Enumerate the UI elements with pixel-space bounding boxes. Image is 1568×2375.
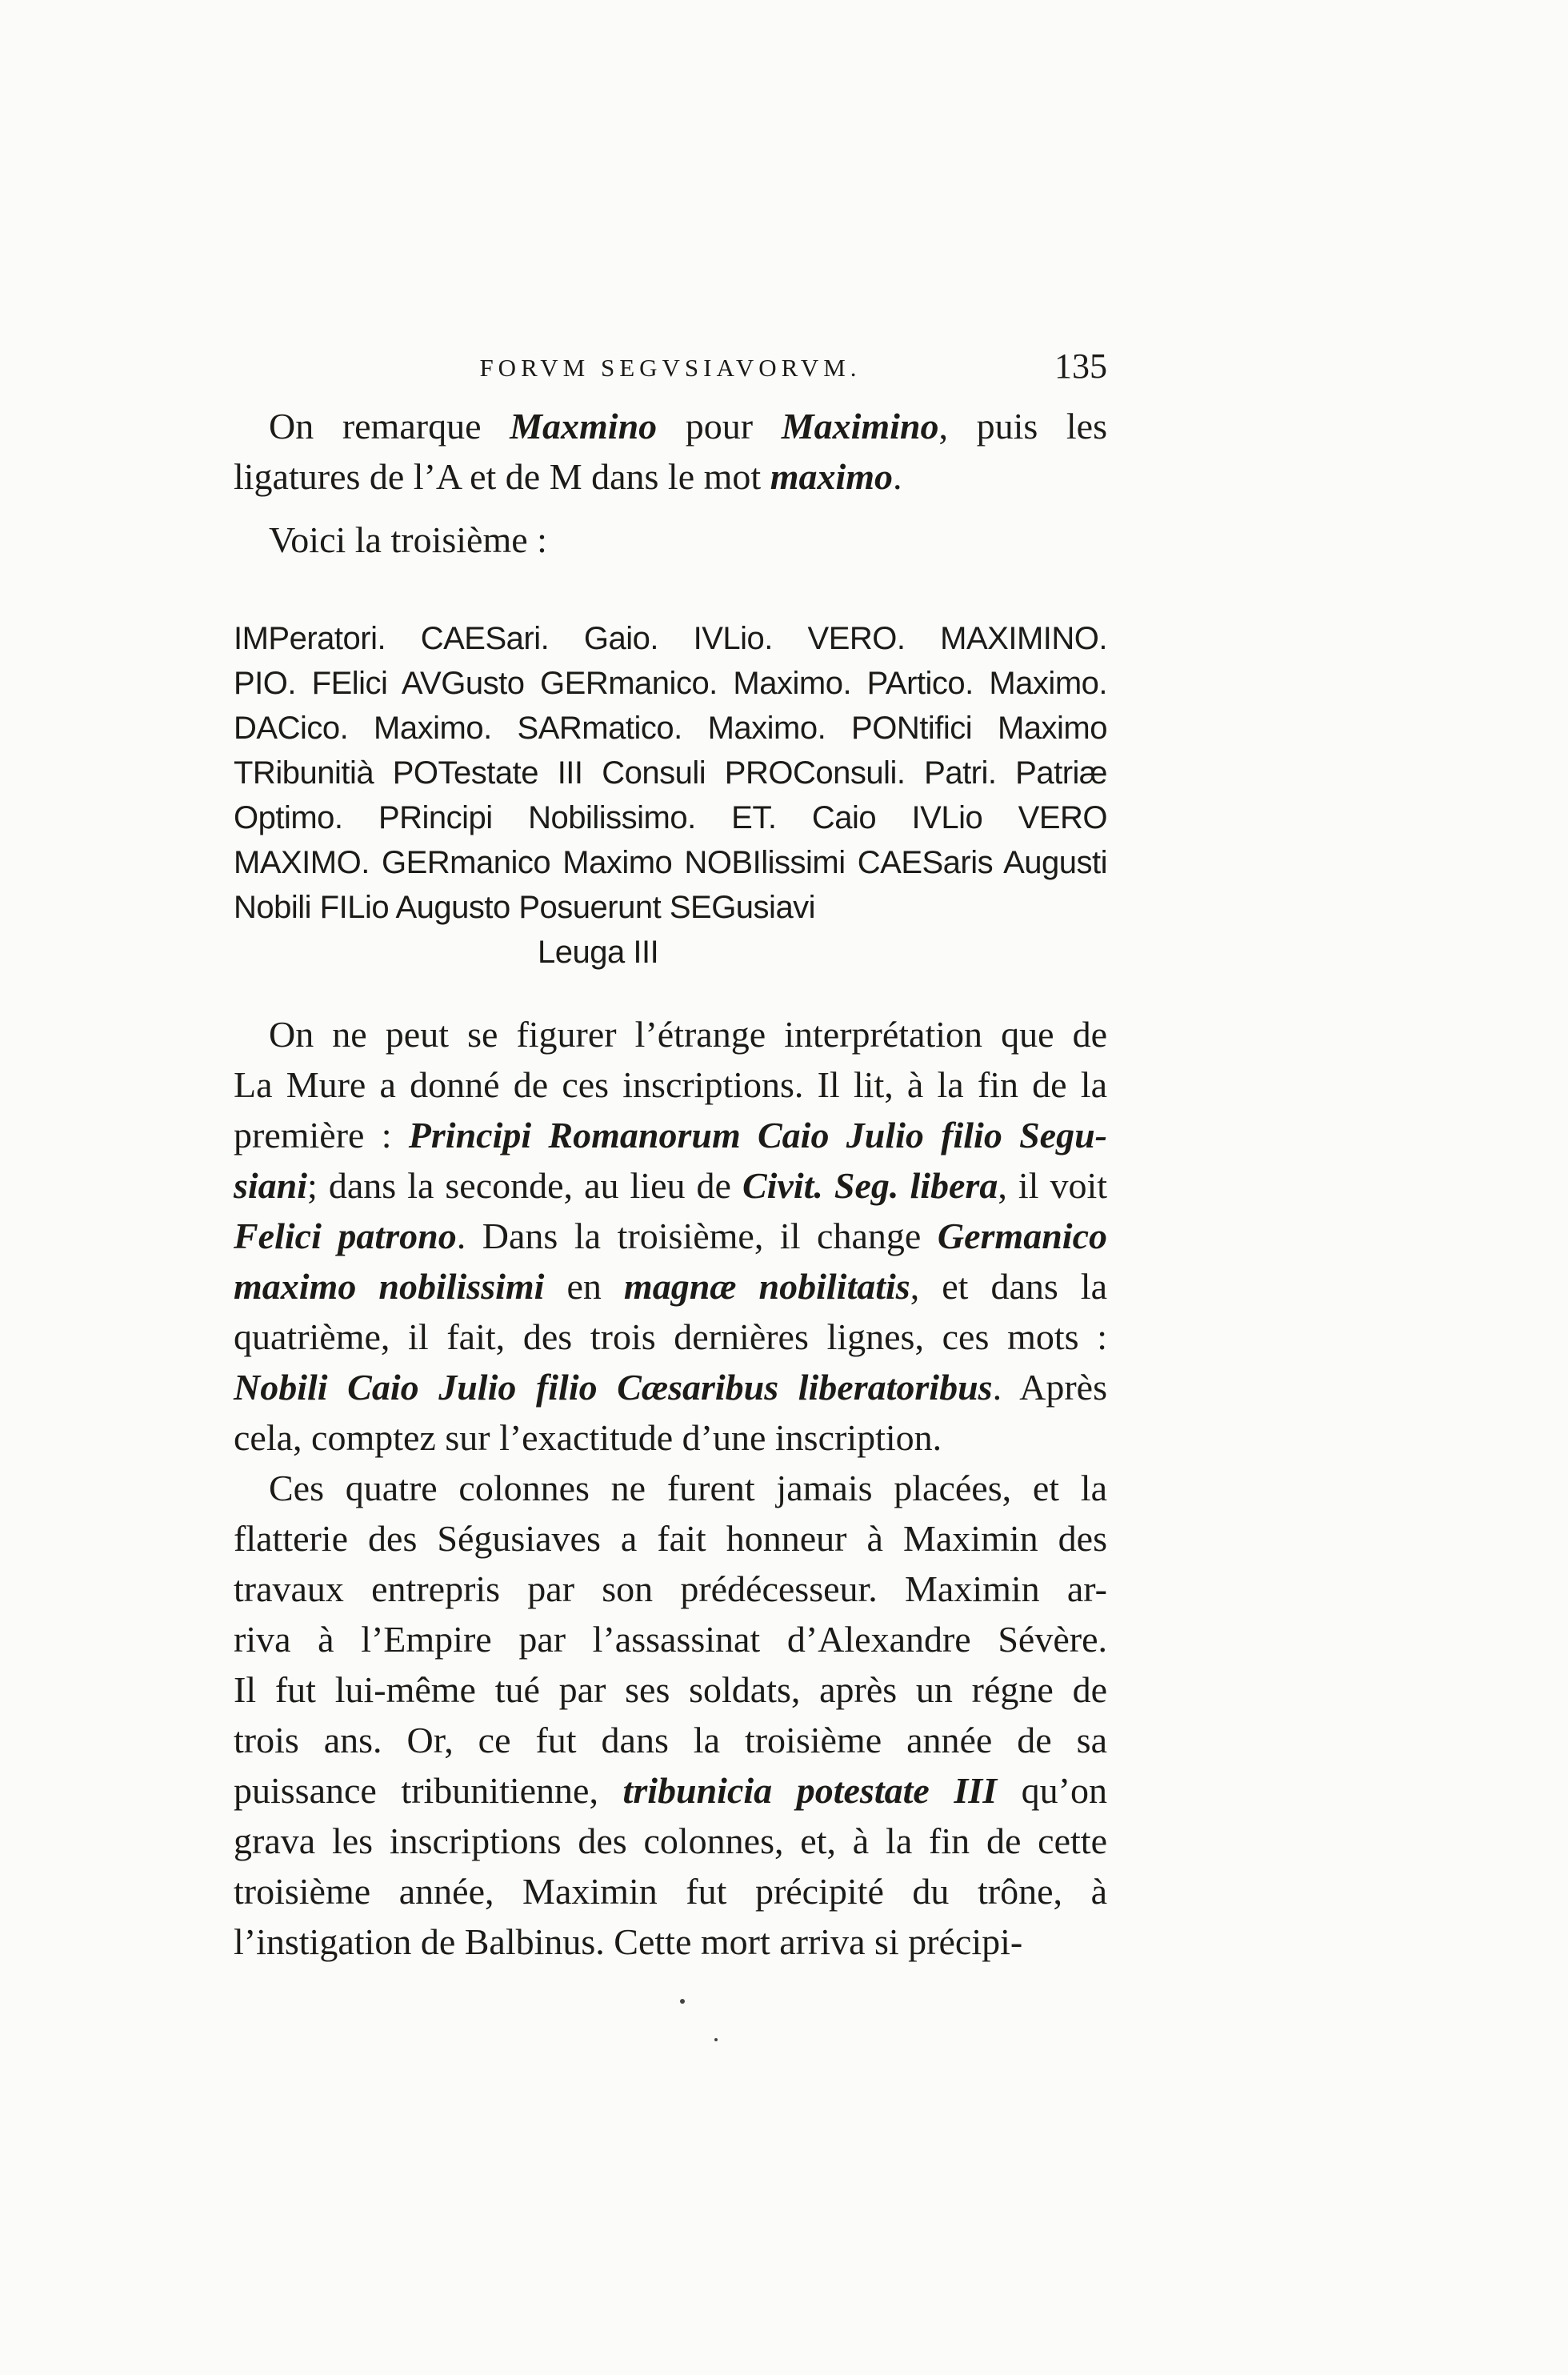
inscription-line: PIO. FElici AVGusto GERmanico. Maximo. PArtico. Maximo. <box>234 666 1107 701</box>
text-line: La Mure a donné de ces inscriptions. Il lit, à la fin de la <box>234 1064 1107 1105</box>
text-line: troisième année, Maximin fut précipité du trône, à <box>234 1871 1107 1912</box>
paragraph-maxmino <box>234 401 1107 502</box>
text-line: Nobili Caio Julio filio Cæsaribus liberatoribus. Après <box>234 1367 1107 1408</box>
page-header <box>234 346 1107 394</box>
text-line: siani; dans la seconde, au lieu de Civit. Seg. libera, il voit <box>234 1165 1108 1206</box>
text-line: l’instigation de Balbinus. Cette mort arriva si précipi- <box>234 1921 1023 1962</box>
running-title: FORVM SEGVSIAVORVM. <box>479 354 862 382</box>
speck <box>680 1999 685 2004</box>
paragraph-la-mure <box>234 1009 1107 1463</box>
inscription-line: Leuga III <box>538 935 659 970</box>
text-line: Il fut lui-même tué par ses soldats, après un régne de <box>234 1669 1107 1710</box>
text-line: quatrième, il fait, des trois dernières lignes, ces mots : <box>234 1316 1107 1357</box>
text-line: maximo nobilissimi en magnæ nobilitatis, et dans la <box>234 1266 1107 1307</box>
inscription-line: MAXIMO. GERmanico Maximo NOBIlissimi CAESaris Augusti <box>234 845 1107 880</box>
inscription-line: Optimo. PRincipi Nobilissimo. ET. Caio IVLio VERO <box>234 800 1107 835</box>
text-line: On ne peut se figurer l’étrange interprétation que de <box>269 1014 1107 1055</box>
inscription-line: IMPeratori. CAESari. Gaio. IVLio. VERO. MAXIMINO. <box>234 621 1107 656</box>
text-line: cela, comptez sur l’exactitude d’une inscription. <box>234 1417 942 1458</box>
latin-inscription <box>234 616 1107 975</box>
text-line: ligatures de l’A et de M dans le mot maximo. <box>234 456 902 497</box>
text-line: puissance tribunitienne, tribunicia potestate III qu’on <box>234 1770 1107 1811</box>
text-line: grava les inscriptions des colonnes, et, à la fin de cette <box>234 1820 1107 1861</box>
text-line: Felici patrono. Dans la troisième, il change Germanico <box>234 1216 1107 1256</box>
inscription-line: DACico. Maximo. SARmatico. Maximo. PONtifici Maximo <box>234 711 1107 746</box>
speck <box>714 2038 718 2041</box>
text-line: Voici la troisième : <box>269 519 547 560</box>
text-line: riva à l’Empire par l’assassinat d’Alexandre Sévère. <box>234 1619 1107 1660</box>
text-line: flatterie des Ségusiaves a fait honneur à Maximin des <box>234 1518 1107 1559</box>
text-line: Ces quatre colonnes ne furent jamais placées, et la <box>269 1468 1107 1508</box>
inscription-line: TRibunitià POTestate III Consuli PROConsuli. Patri. Patriæ <box>234 755 1107 791</box>
inscription-line: Nobili FILio Augusto Posuerunt SEGusiavi <box>234 890 816 925</box>
text-line: travaux entrepris par son prédécesseur. Maximin ar- <box>234 1568 1107 1609</box>
page-number: 135 <box>1054 346 1107 386</box>
text-line: On remarque Maxmino pour Maximino, puis les <box>269 406 1108 447</box>
text-line: trois ans. Or, ce fut dans la troisième année de sa <box>234 1720 1107 1760</box>
text-line: première : Principi Romanorum Caio Julio filio Segu- <box>234 1115 1107 1155</box>
paragraph-voici <box>234 515 1107 565</box>
paragraph-colonnes <box>234 1463 1107 1967</box>
